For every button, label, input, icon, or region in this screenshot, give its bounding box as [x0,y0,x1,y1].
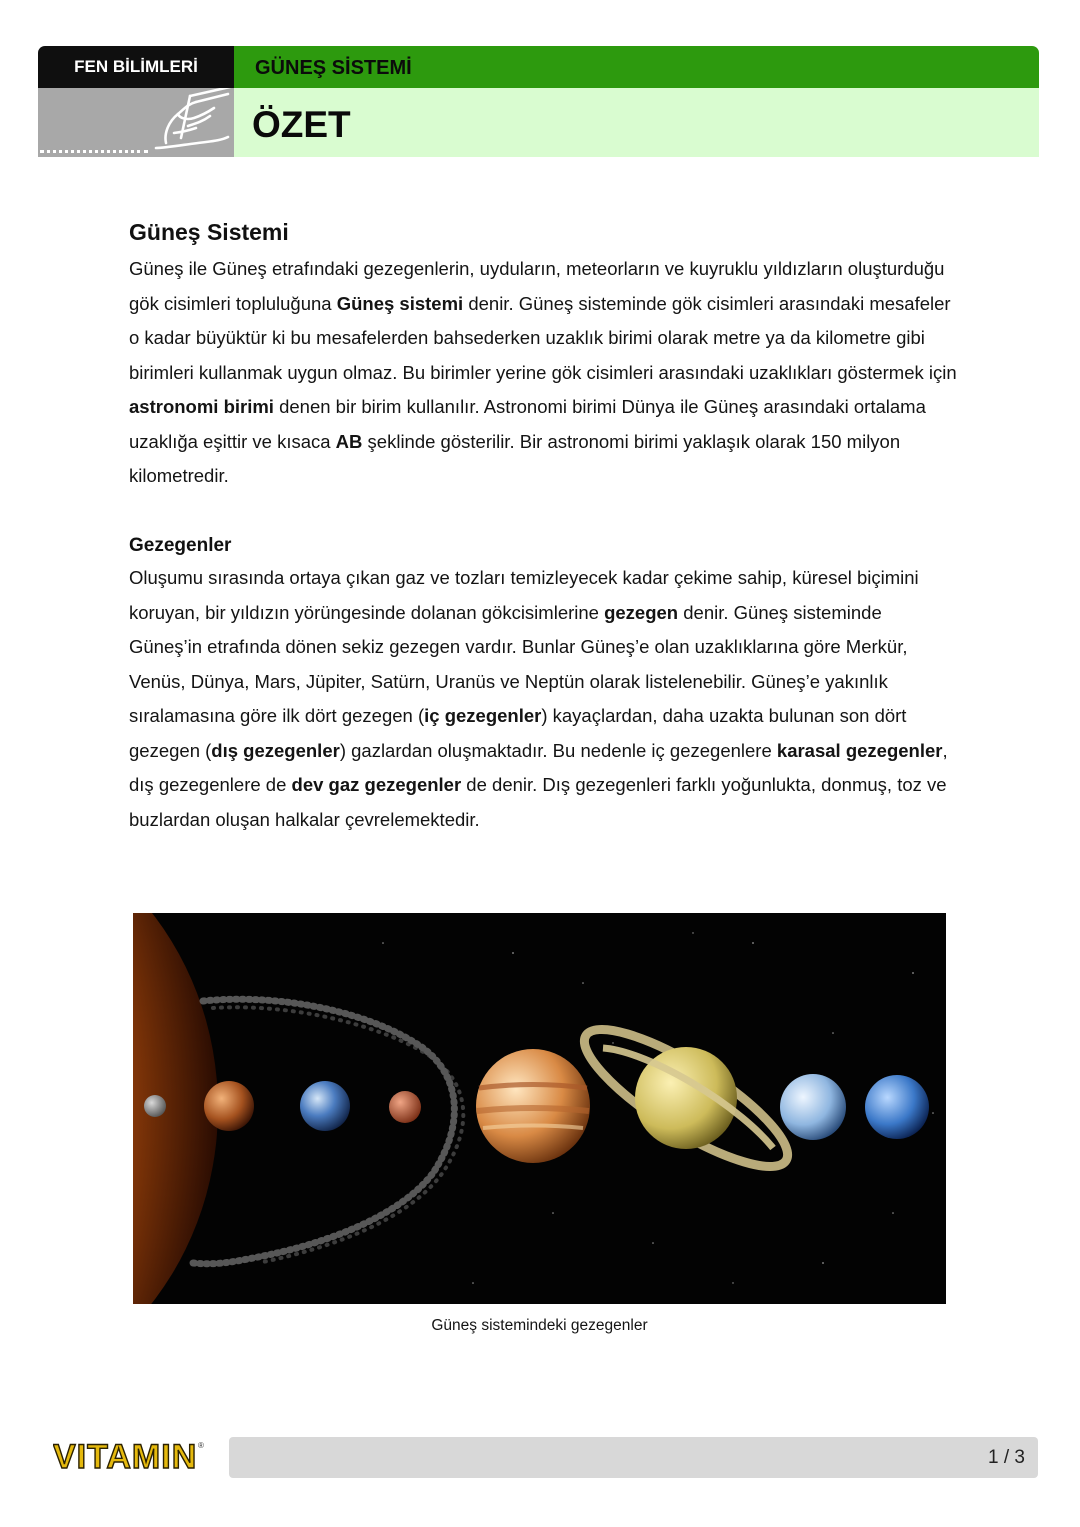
solar-system-image [133,913,946,1304]
section-heading: Gezegenler [129,535,232,556]
svg-text:VITAMIN: VITAMIN [53,1438,198,1476]
section-paragraph: Oluşumu sırasında ortaya çıkan gaz ve tozları temizleyecek kadar çekime sahip, küresel biçimini koruyan, bir yıldızın yörüngesinde dolanan gökcisimlerine gezegen denir. Güneş sisteminde Güneş’in etrafında dönen sekiz gezegen vardır. Bunlar Güneş’e olan uzaklıklarına göre Merkür, Venüs, Dünya, Mars, Jüpiter, Satürn, Uranüs ve Neptün olarak listelenebilir. Güneş’e yakınlık sıralamasına göre ilk dört gezegen (iç gezegenler) kayaçlardan, daha uzakta bulunan son dört gezegen (dış gezegenler) gazlardan oluşmaktadır. Bu nedenle iç gezegenlere karasal gezegenler, dış gezegenlere de dev gaz gezegenler de denir. Dış gezegenleri farklı yoğunlukta, donmuş, toz ve buzlardan oluşan halkalar çevrelemektedir. [129,567,948,830]
section-gezegenler [129,531,959,837]
svg-text:®: ® [198,1441,204,1450]
page-number: 1 / 3 [988,1447,1025,1468]
jupiter-icon [476,1049,590,1163]
mercury-icon [144,1095,166,1117]
writing-hand-icon [38,88,234,157]
footer-bar [229,1437,1038,1478]
venus-icon [204,1081,254,1131]
subject-label: FEN BİLİMLERİ [38,46,234,88]
dotted-rule [40,150,148,153]
vitamin-logo [53,1436,213,1476]
page-title: ÖZET [234,88,1039,157]
section-heading: Güneş Sistemi [129,219,289,245]
topic-label: GÜNEŞ SİSTEMİ [234,46,1039,88]
earth-icon [300,1081,350,1131]
neptune-icon [865,1075,929,1139]
section-paragraph: Güneş ile Güneş etrafındaki gezegenlerin, uyduların, meteorların ve kuyruklu yıldızların oluşturduğu gök cisimleri topluluğuna Güneş sistemi denir. Güneş sisteminde gök cisimleri arasındaki mesafeler o kadar büyüktür ki bu mesafelerden bahsederken uzaklık birimi olarak metre ya da kilometre gibi birimleri kullanmak uygun olmaz. Bu birimler yerine gök cisimleri arasındaki uzaklıkları göstermek için astronomi birimi denen bir birim kullanılır. Astronomi birimi Dünya ile Güneş arasındaki ortalama uzaklığa eşittir ve kısaca AB şeklinde gösterilir. Bir astronomi birimi yaklaşık olarak 150 milyon kilometredir. [129,258,957,486]
uranus-icon [780,1074,846,1140]
section-gunes-sistemi [129,212,959,494]
page-header [38,46,1039,157]
figure-caption: Güneş sistemindeki gezegenler [431,1317,648,1334]
mars-icon [389,1091,421,1123]
